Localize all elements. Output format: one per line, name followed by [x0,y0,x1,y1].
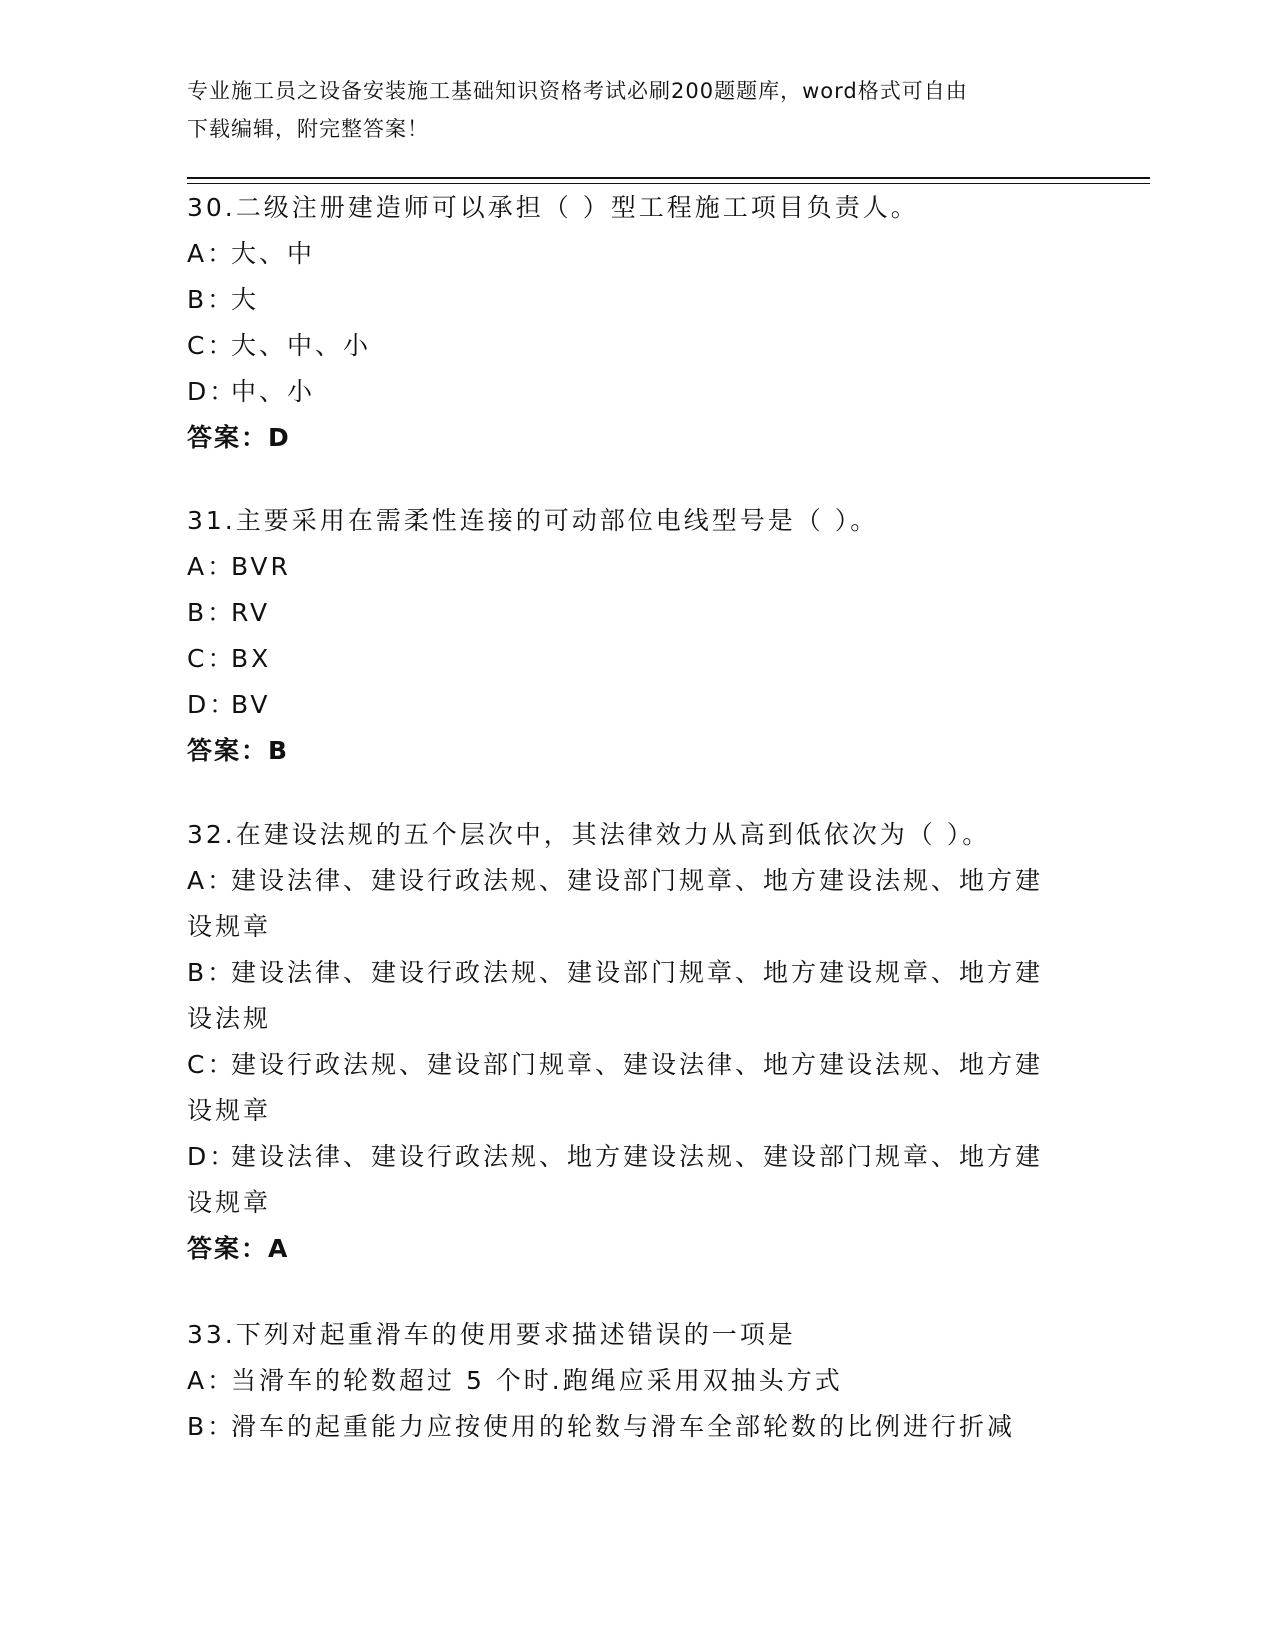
option-text: 大、中 [231,239,316,268]
option-c [187,1042,1107,1088]
question-31 [187,498,1107,774]
option-c-continued: 设规章 [187,1096,272,1125]
option-label: B： [187,958,236,987]
option-d [187,369,1107,415]
answer-line: 答案：D [187,423,291,452]
option-label: B： [187,598,236,627]
option-label: C： [187,331,236,360]
option-d [187,682,1107,728]
option-label: A： [187,552,236,581]
option-a-continued: 设规章 [187,912,272,941]
option-label: A： [187,1366,236,1395]
option-a [187,544,1107,590]
option-label: B： [187,285,236,314]
header-line-2: 下载编辑，附完整答案！ [187,117,429,141]
option-label: D： [187,690,238,719]
option-text: BVR [231,552,291,581]
option-text: BX [231,644,272,673]
question-30 [187,185,1107,461]
option-a [187,231,1107,277]
option-label: A： [187,239,236,268]
option-label: D： [187,1142,238,1171]
header-divider-thick [187,177,1150,179]
option-text: 大 [231,285,260,314]
option-text: 建设法律、建设行政法规、建设部门规章、地方建设规章、地方建 [231,958,1044,987]
question-32 [187,812,1107,1272]
option-b [187,590,1107,636]
answer-line: 答案：B [187,736,290,765]
option-text: 建设法律、建设行政法规、建设部门规章、地方建设法规、地方建 [231,866,1044,895]
option-text: 滑车的起重能力应按使用的轮数与滑车全部轮数的比例进行折减 [231,1412,1016,1441]
question-33 [187,1312,1107,1450]
header-line-1: 专业施工员之设备安装施工基础知识资格考试必刷200题题库，word格式可自由 [187,79,968,103]
option-c [187,636,1107,682]
answer-line: 答案：A [187,1234,290,1263]
option-label: A： [187,866,236,895]
option-a [187,1358,1107,1404]
option-b-continued: 设法规 [187,1004,272,1033]
option-label: C： [187,644,236,673]
question-stem: 33.下列对起重滑车的使用要求描述错误的一项是 [187,1320,796,1349]
header-divider-thin [187,183,1150,184]
option-d [187,1134,1107,1180]
option-label: D： [187,377,238,406]
option-label: B： [187,1412,236,1441]
option-text: 建设行政法规、建设部门规章、建设法律、地方建设法规、地方建 [231,1050,1044,1079]
option-text: 建设法律、建设行政法规、地方建设法规、建设部门规章、地方建 [231,1142,1044,1171]
option-b [187,277,1107,323]
option-text: 当滑车的轮数超过 5 个时.跑绳应采用双抽头方式 [231,1366,843,1395]
option-text: RV [231,598,271,627]
question-stem: 32.在建设法规的五个层次中，其法律效力从高到低依次为（ ）。 [187,820,991,849]
option-d-continued: 设规章 [187,1188,272,1217]
option-b [187,950,1107,996]
option-text: 中、小 [231,377,316,406]
question-stem: 30.二级注册建造师可以承担（ ）型工程施工项目负责人。 [187,193,919,222]
question-stem: 31.主要采用在需柔性连接的可动部位电线型号是（ ）。 [187,506,879,535]
option-a [187,858,1107,904]
option-c [187,323,1107,369]
option-label: C： [187,1050,236,1079]
option-b [187,1404,1107,1450]
document-header [187,72,1087,148]
option-text: BV [231,690,271,719]
option-text: 大、中、小 [231,331,372,360]
